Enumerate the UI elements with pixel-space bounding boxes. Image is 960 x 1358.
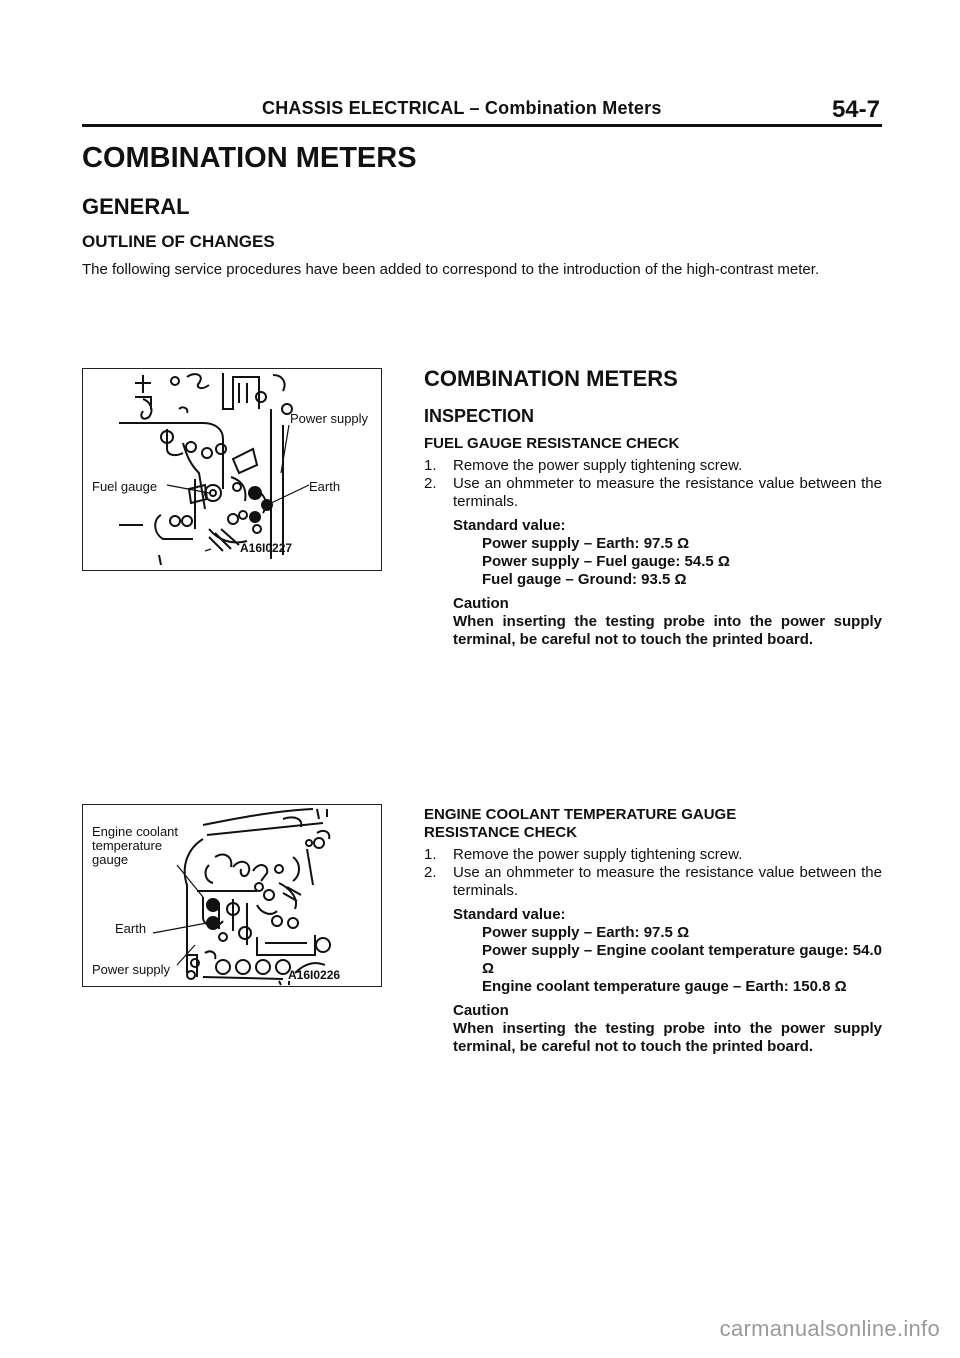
standard-label: Standard value: (453, 517, 566, 534)
step-number: 1. (424, 846, 437, 863)
header-dash: – (469, 98, 480, 118)
outline-text: The following service procedures have been added to correspond to the introduction of the high-contrast meter. (82, 261, 820, 278)
step-text: Use an ohmmeter to measure the resistance value between the terminals. (453, 864, 882, 899)
earth-label-2: Earth (115, 921, 147, 936)
caution-label: Caution (453, 1002, 509, 1019)
step-number: 2. (424, 864, 437, 881)
gauge-label: gauge (92, 852, 129, 867)
standard-values (424, 517, 882, 589)
standard-value: Power supply – Earth: 97.5 Ω (482, 924, 690, 941)
standard-values (424, 906, 882, 996)
step-number: 1. (424, 457, 437, 474)
caution-note (424, 595, 882, 649)
caution-label: Caution (453, 595, 509, 612)
coolant-check-title-line1: ENGINE COOLANT TEMPERATURE GAUGE (424, 806, 737, 823)
standard-value: Power supply – Engine coolant temperature gauge: 54.0 Ω (482, 942, 882, 977)
list-item (424, 475, 882, 511)
header-rule (82, 124, 882, 127)
page-number: 54-7 (831, 96, 880, 123)
outline-heading: OUTLINE OF CHANGES (82, 232, 275, 251)
list-item (424, 457, 882, 475)
standard-value: Fuel gauge – Ground: 93.5 Ω (482, 571, 687, 588)
standard-value: Power supply – Earth: 97.5 Ω (482, 535, 690, 552)
watermark: carmanualsonline.info (719, 1316, 940, 1341)
temperature-label: temperature (92, 838, 163, 853)
header-subtitle: Combination Meters (484, 98, 662, 118)
step-text: Remove the power supply tightening screw. (453, 846, 743, 863)
figure-fuel-gauge (82, 368, 382, 571)
list-item (424, 846, 882, 864)
power-supply-label-2: Power supply (92, 962, 171, 977)
figure-code-2: A16I0226 (288, 968, 341, 982)
caution-text: When inserting the testing probe into the power supply terminal, be careful not to touch the printed board. (453, 613, 882, 648)
fuel-check-title: FUEL GAUGE RESISTANCE CHECK (424, 435, 680, 452)
header-title (262, 98, 662, 119)
step-text: Remove the power supply tightening screw. (453, 457, 743, 474)
figure-coolant-gauge (82, 804, 382, 987)
fuel-gauge-label: Fuel gauge (92, 479, 158, 494)
main-heading: COMBINATION METERS (82, 142, 417, 174)
standard-value: Power supply – Fuel gauge: 54.5 Ω (482, 553, 730, 570)
step-number: 2. (424, 475, 437, 492)
fuel-steps (424, 457, 882, 511)
power-supply-label: Power supply (290, 411, 369, 426)
engine-coolant-label: Engine coolant (92, 824, 179, 839)
fuel-gauge-section (424, 366, 882, 649)
standard-value: Engine coolant temperature gauge – Earth: 150.8 Ω (482, 978, 847, 995)
standard-label: Standard value: (453, 906, 566, 923)
fuel-gauge-board-drawing (83, 369, 381, 570)
inspection-heading: INSPECTION (424, 406, 535, 426)
list-item (424, 864, 882, 900)
general-heading: GENERAL (82, 194, 190, 219)
coolant-check-title-line2: RESISTANCE CHECK (424, 824, 578, 841)
caution-note (424, 1002, 882, 1056)
figure-code: A16I0227 (240, 541, 293, 555)
step-text: Use an ohmmeter to measure the resistance value between the terminals. (453, 475, 882, 510)
coolant-gauge-section (424, 806, 882, 1056)
header-section: CHASSIS ELECTRICAL (262, 98, 465, 118)
coolant-steps (424, 846, 882, 900)
section-heading: COMBINATION METERS (424, 366, 678, 391)
coolant-check-title (424, 806, 882, 842)
running-header (82, 96, 882, 124)
earth-label: Earth (309, 479, 341, 494)
caution-text: When inserting the testing probe into the power supply terminal, be careful not to touch the printed board. (453, 1020, 882, 1055)
